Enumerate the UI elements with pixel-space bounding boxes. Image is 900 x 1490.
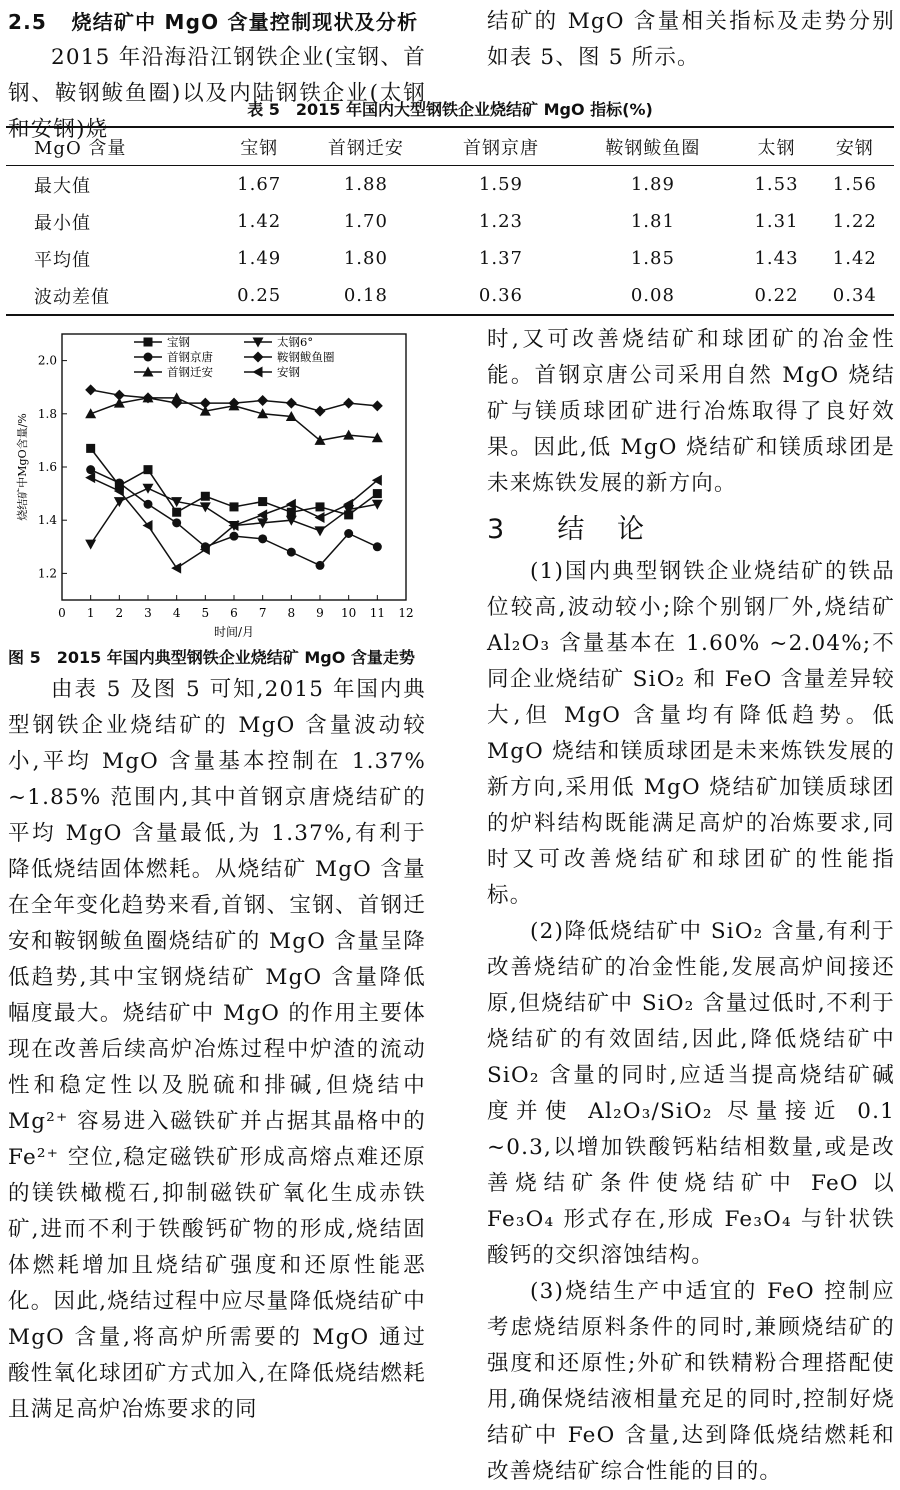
table-cell: 平均值 [34, 249, 91, 271]
table-cell: 1.42 [832, 248, 877, 269]
legend-label: 首钢京唐 [167, 350, 213, 364]
table-header: 太钢 [757, 137, 796, 159]
section-number: 2.5 [8, 10, 48, 34]
table-caption: 表 5 2015 年国内大型钢铁企业烧结矿 MgO 指标(%) [247, 100, 653, 119]
legend-marker [144, 338, 153, 347]
data-point [316, 561, 325, 570]
data-point [315, 512, 325, 523]
y-tick-label: 1.6 [37, 460, 57, 474]
data-point [85, 540, 96, 550]
table-header: 安钢 [835, 137, 874, 159]
chart-marks [85, 384, 383, 573]
data-point [286, 398, 297, 409]
table-cell: 0.36 [478, 285, 523, 306]
legend-item [134, 350, 213, 364]
data-point [343, 430, 354, 440]
table-cell: 最小值 [34, 212, 91, 234]
legend-item [244, 350, 335, 364]
x-tick-label: 9 [316, 606, 324, 620]
data-point [114, 390, 125, 401]
data-point [201, 492, 210, 501]
right-body-column [487, 322, 895, 1490]
data-point [257, 395, 268, 406]
table-cell: 0.22 [754, 285, 799, 306]
y-tick-label: 1.8 [37, 406, 57, 421]
data-point [85, 408, 96, 418]
table-cell: 1.42 [237, 211, 282, 232]
table-cell: 最大值 [34, 175, 91, 197]
data-point [200, 398, 211, 409]
table-cell: 1.43 [754, 248, 799, 269]
intro-paragraph-left: 2015 年沿海沿江钢铁企业(宝钢、首钢、鞍钢鲅鱼圈)以及内陆钢铁企业(太钢和安钢)烧 [8, 45, 426, 142]
data-point [114, 497, 125, 507]
table-row [6, 240, 894, 277]
data-point [171, 563, 181, 574]
x-tick-label: 4 [172, 606, 181, 620]
x-tick-label: 12 [398, 606, 414, 620]
data-point [315, 406, 326, 417]
section-3-heading [487, 512, 895, 548]
x-tick-label: 7 [258, 606, 267, 620]
table-cell: 0.18 [343, 285, 388, 306]
table-cell: 1.81 [630, 211, 675, 232]
top-right-column [487, 4, 895, 76]
figure-caption: 图 5 2015 年国内典型钢铁企业烧结矿 MgO 含量走势 [8, 648, 415, 667]
data-point [144, 500, 153, 509]
data-point [86, 444, 95, 453]
left-body-column [8, 672, 426, 1428]
body-paragraph: 时,又可改善烧结矿和球团矿的冶金性能。首钢京唐公司采用自然 MgO 烧结矿与镁质球团矿进行冶炼取得了良好效果。因此,低 MgO 烧结矿和镁质球团是未来炼铁发展的新方向。 [487, 327, 895, 496]
data-point [85, 384, 96, 395]
legend-label: 首钢迁安 [167, 365, 213, 379]
data-point [115, 478, 124, 487]
table-cell: 1.22 [832, 211, 877, 232]
section-title: 烧结矿中 MgO 含量控制现状及分析 [71, 10, 419, 34]
section-3-number: 3 [487, 514, 517, 545]
table-cell: 1.49 [237, 248, 282, 269]
table-cell: 1.70 [343, 211, 388, 232]
y-axis-label: 烧结矿中MgO含量/% [16, 413, 29, 521]
intro-paragraph-right: 结矿的 MgO 含量相关指标及走势分别如表 5、图 5 所示。 [487, 9, 895, 70]
data-point [143, 484, 154, 494]
legend-item [134, 365, 213, 379]
table-cell: 1.59 [478, 174, 523, 195]
y-tick-label: 1.2 [37, 566, 57, 581]
table-row [6, 166, 894, 204]
legend-label: 鞍钢鲅鱼圈 [277, 350, 335, 364]
data-point [230, 532, 239, 541]
x-tick-label: 2 [115, 606, 124, 620]
data-point [316, 502, 325, 511]
x-tick-label: 8 [287, 606, 296, 620]
data-point [373, 489, 382, 498]
table-cell: 0.25 [237, 285, 282, 306]
y-tick-label: 2.0 [37, 353, 57, 368]
data-point [230, 502, 239, 511]
table-cell: 1.53 [754, 174, 799, 195]
table-row [6, 277, 894, 315]
legend-label: 安钢 [277, 365, 300, 379]
x-tick-label: 5 [201, 606, 210, 620]
table-header-row [6, 127, 894, 166]
table-header: 宝钢 [240, 137, 279, 159]
conclusion-3: (3)烧结生产中适宜的 FeO 控制应考虑烧结原料条件的同时,兼顾烧结矿的强度和还原性;外矿和铁精粉合理搭配使用,确保烧结液相量充足的同时,控制好烧结矿中 FeO 含量,达到降低烧结燃耗和改善烧结矿综合性能的目的。 [487, 1279, 895, 1484]
series [85, 472, 382, 573]
table-cell: 1.85 [630, 248, 675, 269]
table-cell: 0.34 [832, 285, 877, 306]
section-heading [8, 4, 426, 40]
data-point [372, 400, 383, 411]
data-point [144, 465, 153, 474]
legend-item [244, 365, 300, 379]
x-tick-label: 3 [144, 606, 152, 620]
series [86, 444, 382, 520]
legend-marker [144, 353, 153, 362]
table-cell: 1.37 [478, 248, 523, 269]
table-cell: 1.89 [630, 174, 675, 195]
table-5 [6, 126, 894, 316]
plot-frame [62, 334, 406, 600]
chart-axes [15, 334, 414, 639]
data-point [287, 548, 296, 557]
x-tick-label: 10 [341, 606, 357, 620]
table-cell: 1.23 [478, 211, 523, 232]
table-header: 鞍钢鲅鱼圈 [605, 137, 701, 159]
data-point [172, 508, 181, 517]
legend-marker [253, 352, 264, 363]
table-cell: 1.31 [754, 211, 799, 232]
table-cell: 1.80 [343, 248, 388, 269]
figure-5-chart [6, 322, 432, 640]
x-axis-label: 时间/月 [213, 625, 255, 639]
x-tick-label: 11 [369, 606, 385, 620]
table-row [6, 203, 894, 240]
legend-item [244, 335, 313, 349]
data-point [258, 497, 267, 506]
chart-legend [134, 335, 335, 379]
table-header: 首钢京唐 [462, 137, 539, 159]
series-line [91, 470, 378, 566]
table-header: MgO 含量 [34, 137, 127, 159]
table-cell: 0.08 [630, 285, 675, 306]
body-paragraph: 由表 5 及图 5 可知,2015 年国内典型钢铁企业烧结矿的 MgO 含量波动较小,平均 MgO 含量基本控制在 1.37% ~1.85% 范围内,其中首钢京唐烧结矿的平均 MgO 含量最低,为 1.37%,有利于降低烧结固体燃耗。从烧结矿 MgO 含量在全年变化趋势来看,首钢、宝钢、首钢迁安和鞍钢鲅鱼圈烧结矿的 MgO 含量呈降低趋势,其中宝钢烧结矿 MgO 含量降低幅度最大。烧结矿中 MgO 的作用主要体现在改善后续高炉冶炼过程中炉渣的流动性和稳定性以及脱硫和排碱,但烧结中 Mg²⁺ 容易进入磁铁矿并占据其晶格中的 Fe²⁺ 空位,稳定磁铁矿形成高熔点难还原的镁铁橄榄石,抑制磁铁矿氧化生成赤铁矿,进而不利于铁酸钙矿物的形成,烧结固体燃耗增加且烧结矿强度和还原性能恶化。因此,烧结过程中应尽量降低烧结矿中 MgO 含量,将高炉所需要的 MgO 通过酸性氧化球团矿方式加入,在降低烧结燃耗且满足高炉冶炼要求的同 [8, 677, 426, 1422]
legend-item [134, 335, 190, 349]
x-tick-label: 1 [86, 606, 95, 620]
section-3-title: 结 论 [557, 514, 656, 545]
data-point [343, 398, 354, 409]
x-tick-label: 6 [230, 606, 238, 620]
data-point [200, 502, 211, 512]
data-point [344, 529, 353, 538]
data-point [315, 526, 326, 536]
data-point [172, 518, 181, 527]
data-point [258, 534, 267, 543]
table-cell: 1.56 [832, 174, 877, 195]
table-header: 首钢迁安 [327, 137, 404, 159]
data-point [86, 465, 95, 474]
data-point [287, 508, 296, 517]
y-tick-label: 1.4 [37, 513, 57, 528]
table-cell: 1.67 [237, 174, 282, 195]
x-tick-label: 0 [58, 606, 66, 620]
legend-label: 太钢6° [277, 335, 314, 349]
conclusion-1: (1)国内典型钢铁企业烧结矿的铁品位较高,波动较小;除个别钢厂外,烧结矿 Al₂O₃ 含量基本在 1.60% ~2.04%;不同企业烧结矿 SiO₂ 和 FeO 含量差异较大,但 MgO 含量均有降低趋势。低 MgO 烧结和镁质球团是未来炼铁发展的新方向,采用低 MgO 烧结矿加镁质球团的炉料结构既能满足高炉的冶炼要求,同时又可改善烧结矿和球团矿的性能指标。 [487, 559, 895, 908]
table-cell: 波动差值 [34, 286, 110, 308]
table-cell: 1.88 [343, 174, 388, 195]
legend-marker [253, 367, 263, 378]
legend-label: 宝钢 [167, 335, 190, 349]
data-point [373, 542, 382, 551]
conclusion-2: (2)降低烧结矿中 SiO₂ 含量,有利于改善烧结矿的冶金性能,发展高炉间接还原,但烧结矿中 SiO₂ 含量过低时,不利于烧结矿的有效固结,因此,降低烧结矿中 SiO₂ 含量的同时,应适当提高烧结矿碱度并使 Al₂O₃/SiO₂ 尽量接近 0.1 ~0.3,以增加铁酸钙粘结相数量,或是改善烧结矿条件使烧结矿中 FeO 以 Fe₃O₄ 形式存在,形成 Fe₃O₄ 与针状铁酸钙的交织溶蚀结构。 [487, 919, 895, 1268]
